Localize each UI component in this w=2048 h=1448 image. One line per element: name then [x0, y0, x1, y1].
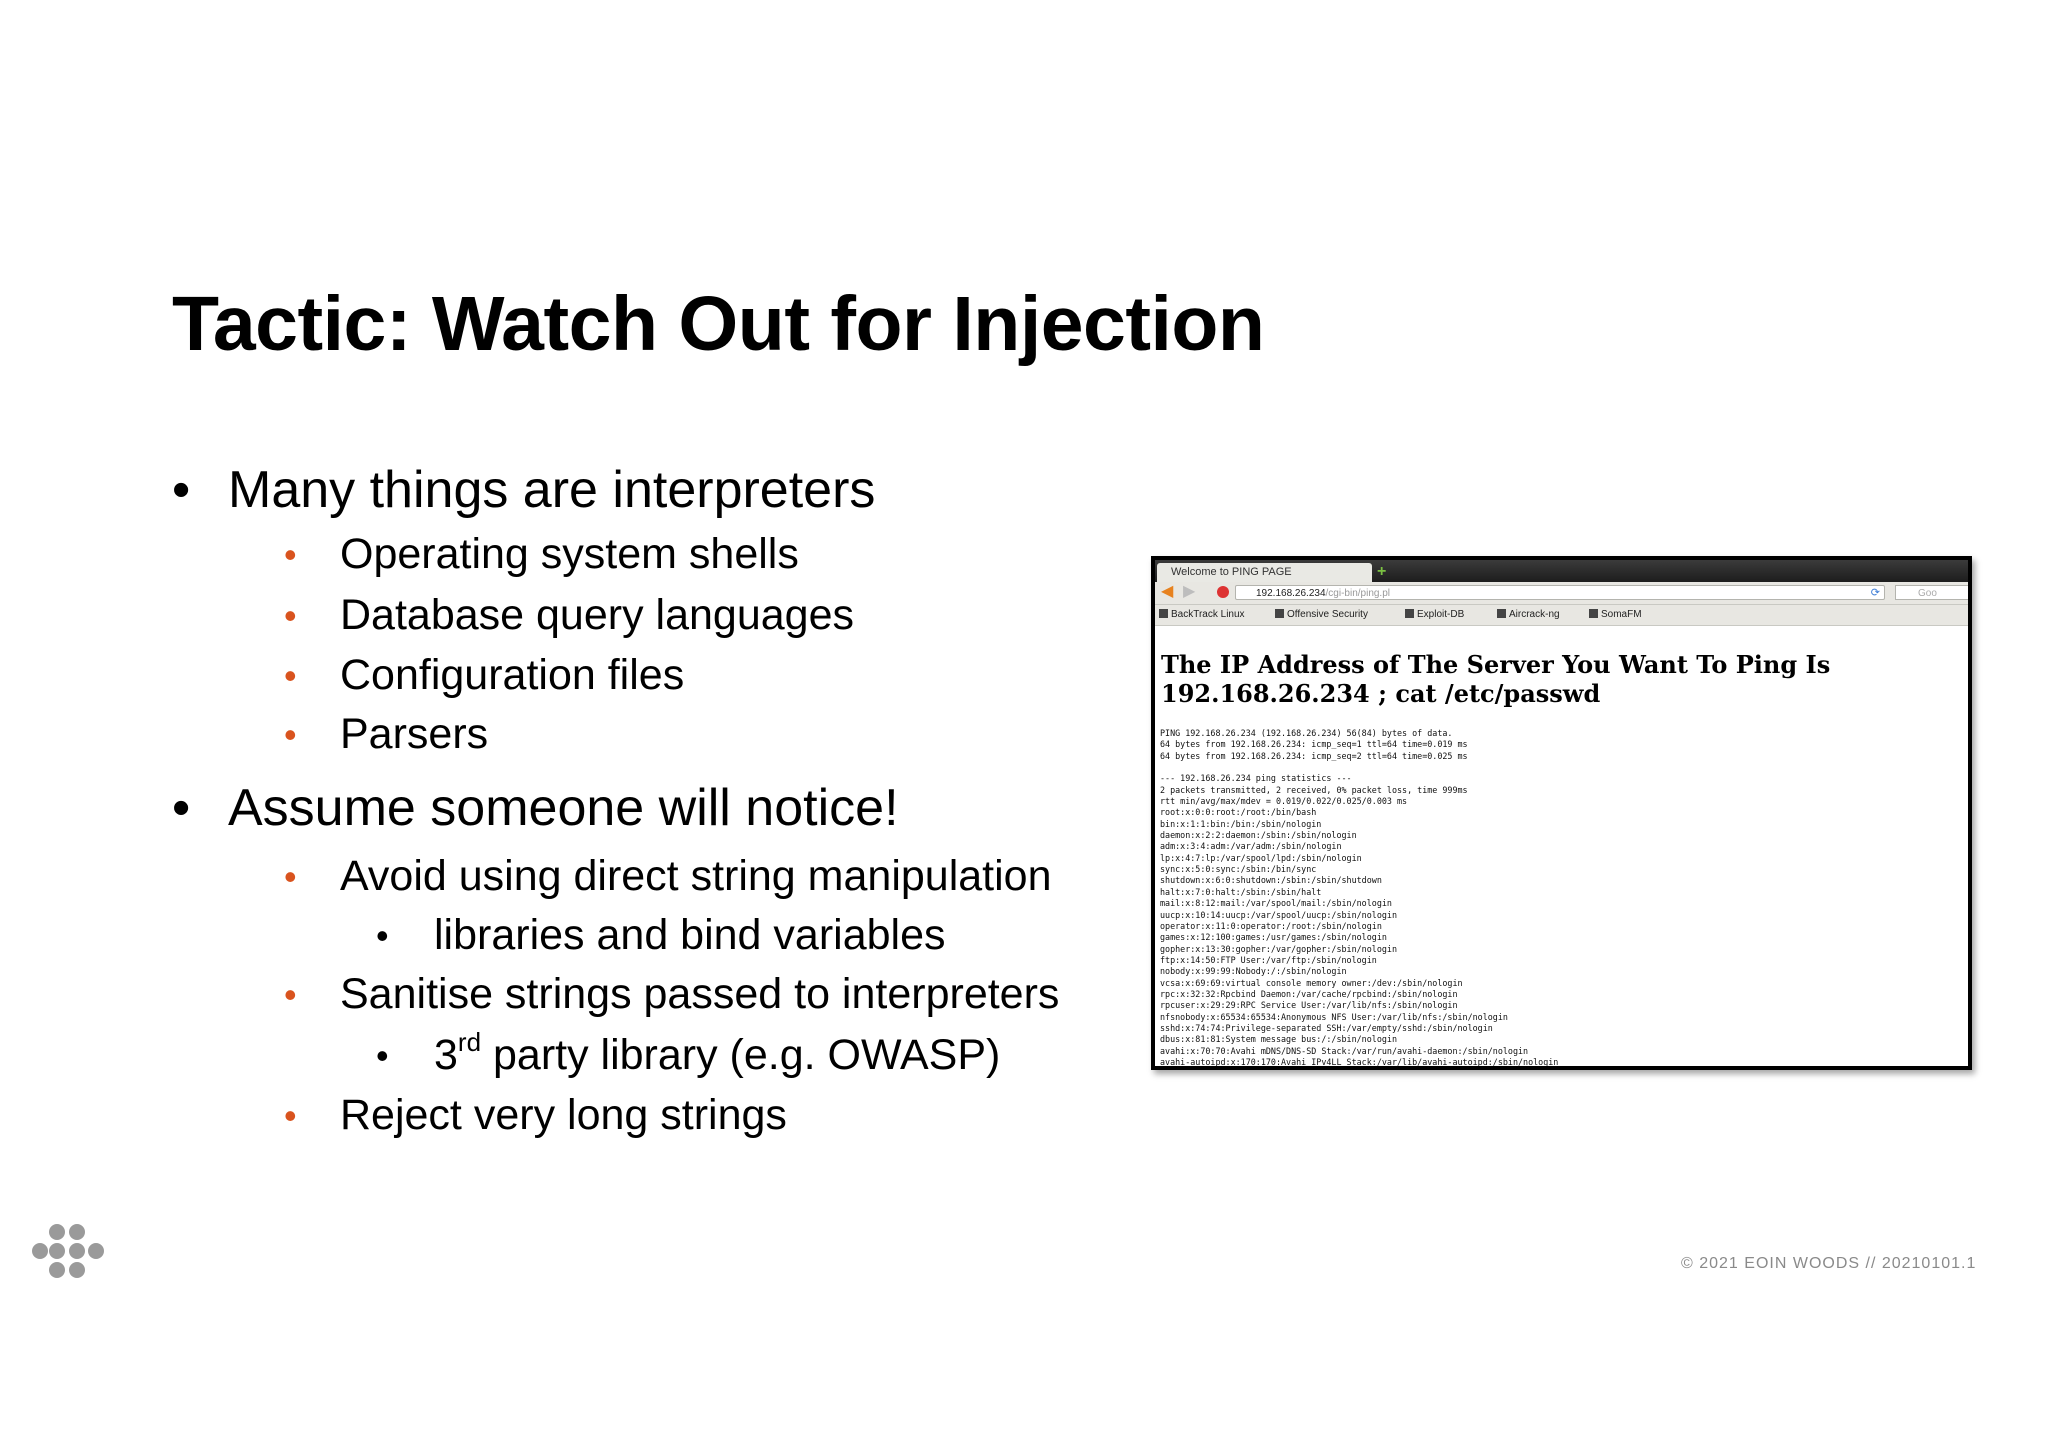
bookmark-label: Aircrack-ng — [1509, 609, 1560, 620]
url-path: /cgi-bin/ping.pl — [1325, 588, 1390, 599]
bookmark-exploit-db[interactable] — [1405, 608, 1464, 622]
sub-bullet-text: Operating system shells — [340, 530, 799, 578]
output-line: avahi-autoipd:x:170:170:Avahi IPv4LL Stack:/var/lib/avahi-autoipd:/sbin/nologin — [1160, 1056, 1559, 1066]
bookmark-somafm[interactable] — [1589, 608, 1642, 622]
output-line: nobody:x:99:99:Nobody:/:/sbin/nologin — [1160, 966, 1347, 977]
output-line: dbus:x:81:81:System message bus:/:/sbin/nologin — [1160, 1034, 1397, 1045]
sub-bullet-dot: • — [284, 655, 297, 696]
output-line: --- 192.168.26.234 ping statistics --- — [1160, 773, 1352, 784]
output-line: sync:x:5:0:sync:/sbin:/bin/sync — [1160, 864, 1317, 875]
output-line — [1160, 762, 1968, 773]
sub-bullet-dot: • — [284, 856, 297, 897]
bookmark-backtrack[interactable] — [1159, 608, 1245, 622]
output-line: rtt min/avg/max/mdev = 0.019/0.022/0.025/0.003 ms — [1160, 796, 1408, 807]
copyright-footer: © 2021 EOIN WOODS // 20210101.1 — [1681, 1255, 1977, 1272]
sub-sub-bullet-text — [434, 1027, 1001, 1080]
output-line: gopher:x:13:30:gopher:/var/gopher:/sbin/nologin — [1160, 943, 1397, 954]
slide-title: Tactic: Watch Out for Injection — [172, 281, 1265, 367]
output-line: adm:x:3:4:adm:/var/adm:/sbin/nologin — [1160, 841, 1342, 852]
output-line: vcsa:x:69:69:virtual console memory owner:/dev:/sbin/nologin — [1160, 977, 1463, 988]
output-line: uucp:x:10:14:uucp:/var/spool/uucp:/sbin/nologin — [1160, 909, 1397, 920]
presenter-logo-icon — [31, 1223, 105, 1279]
bookmarks-bar — [1155, 605, 1968, 626]
ping-page-heading: The IP Address of The Server You Want To Ping Is 192.168.26.234 ; cat /etc/passwd — [1161, 650, 1831, 708]
sub-bullet-dot: • — [284, 974, 297, 1015]
output-line: root:x:0:0:root:/root:/bin/bash — [1160, 807, 1317, 818]
stop-icon[interactable] — [1217, 586, 1229, 598]
reload-icon[interactable]: ⟳ — [1870, 587, 1880, 599]
bookmark-icon — [1405, 609, 1414, 618]
browser-tab-bar — [1155, 560, 1968, 582]
search-box[interactable]: Goo — [1895, 585, 1968, 600]
bookmark-icon — [1275, 609, 1284, 618]
sub-bullet-text: Sanitise strings passed to interpreters — [340, 970, 1060, 1018]
new-tab-icon[interactable]: + — [1377, 563, 1387, 580]
bookmark-icon — [1159, 609, 1168, 618]
sub-bullet-dot: • — [284, 595, 297, 636]
output-line: 64 bytes from 192.168.26.234: icmp_seq=2 ttl=64 time=0.025 ms — [1160, 750, 1468, 761]
output-line: rpcuser:x:29:29:RPC Service User:/var/lib/nfs:/sbin/nologin — [1160, 1000, 1458, 1011]
browser-window — [1155, 560, 1968, 1066]
owasp-text: party library (e.g. OWASP) — [481, 1031, 1001, 1079]
bullet-text: Many things are interpreters — [228, 461, 876, 519]
ordinal-number: 3 — [434, 1031, 458, 1079]
url-bar[interactable] — [1235, 585, 1885, 600]
bookmark-label: SomaFM — [1601, 609, 1642, 620]
output-line: nfsnobody:x:65534:65534:Anonymous NFS User:/var/lib/nfs:/sbin/nologin — [1160, 1011, 1508, 1022]
bookmark-icon — [1497, 609, 1506, 618]
browser-nav-bar — [1155, 582, 1968, 605]
output-line: 64 bytes from 192.168.26.234: icmp_seq=1 ttl=64 time=0.019 ms — [1160, 739, 1468, 750]
output-line: shutdown:x:6:0:shutdown:/sbin:/sbin/shutdown — [1160, 875, 1382, 886]
browser-screenshot — [1151, 556, 1972, 1070]
bullet-text: Assume someone will notice! — [228, 779, 899, 837]
bookmark-label: Offensive Security — [1287, 609, 1368, 620]
bookmark-offensive-security[interactable] — [1275, 608, 1368, 622]
output-line: sshd:x:74:74:Privilege-separated SSH:/var/empty/sshd:/sbin/nologin — [1160, 1022, 1493, 1033]
sub-sub-bullet-text: libraries and bind variables — [434, 911, 946, 959]
sub-bullet-text: Database query languages — [340, 591, 854, 639]
sub-bullet-dot: • — [284, 1095, 297, 1136]
bookmark-icon — [1589, 609, 1598, 618]
bullet-dot: • — [172, 779, 191, 837]
browser-tab[interactable]: Welcome to PING PAGE — [1157, 563, 1372, 582]
output-line: games:x:12:100:games:/usr/games:/sbin/nologin — [1160, 932, 1387, 943]
output-line: avahi:x:70:70:Avahi mDNS/DNS-SD Stack:/var/run/avahi-daemon:/sbin/nologin — [1160, 1045, 1529, 1056]
output-line: halt:x:7:0:halt:/sbin:/sbin/halt — [1160, 886, 1322, 897]
output-line: operator:x:11:0:operator:/root:/sbin/nologin — [1160, 920, 1382, 931]
output-line: PING 192.168.26.234 (192.168.26.234) 56(84) bytes of data. — [1160, 728, 1453, 738]
url-host: 192.168.26.234 — [1256, 588, 1326, 599]
ping-output — [1160, 728, 1968, 1066]
sub-bullet-dot: • — [284, 534, 297, 575]
bookmark-aircrack[interactable] — [1497, 608, 1560, 622]
forward-arrow-icon[interactable]: ▶ — [1183, 583, 1196, 600]
output-line: lp:x:4:7:lp:/var/spool/lpd:/sbin/nologin — [1160, 852, 1362, 863]
sub-bullet-text: Configuration files — [340, 651, 685, 699]
output-line: daemon:x:2:2:daemon:/sbin:/sbin/nologin — [1160, 830, 1357, 841]
sub-bullet-dot: • — [284, 714, 297, 755]
output-line: ftp:x:14:50:FTP User:/var/ftp:/sbin/nologin — [1160, 954, 1377, 965]
bookmark-label: Exploit-DB — [1417, 609, 1465, 620]
sub-sub-bullet-dot: • — [376, 915, 389, 956]
sub-bullet-text: Parsers — [340, 710, 489, 758]
output-line: bin:x:1:1:bin:/bin:/sbin/nologin — [1160, 818, 1322, 829]
ordinal-suffix: rd — [457, 1027, 482, 1057]
sub-bullet-text: Reject very long strings — [340, 1091, 787, 1139]
output-line: 2 packets transmitted, 2 received, 0% packet loss, time 999ms — [1160, 784, 1468, 795]
bullet-dot: • — [172, 461, 191, 519]
sub-bullet-text: Avoid using direct string manipulation — [340, 852, 1052, 900]
sub-sub-bullet-dot: • — [376, 1035, 389, 1076]
output-line: mail:x:8:12:mail:/var/spool/mail:/sbin/nologin — [1160, 898, 1392, 909]
output-line: rpc:x:32:32:Rpcbind Daemon:/var/cache/rpcbind:/sbin/nologin — [1160, 988, 1458, 999]
back-arrow-icon[interactable]: ◀ — [1161, 583, 1174, 600]
bookmark-label: BackTrack Linux — [1171, 609, 1245, 620]
